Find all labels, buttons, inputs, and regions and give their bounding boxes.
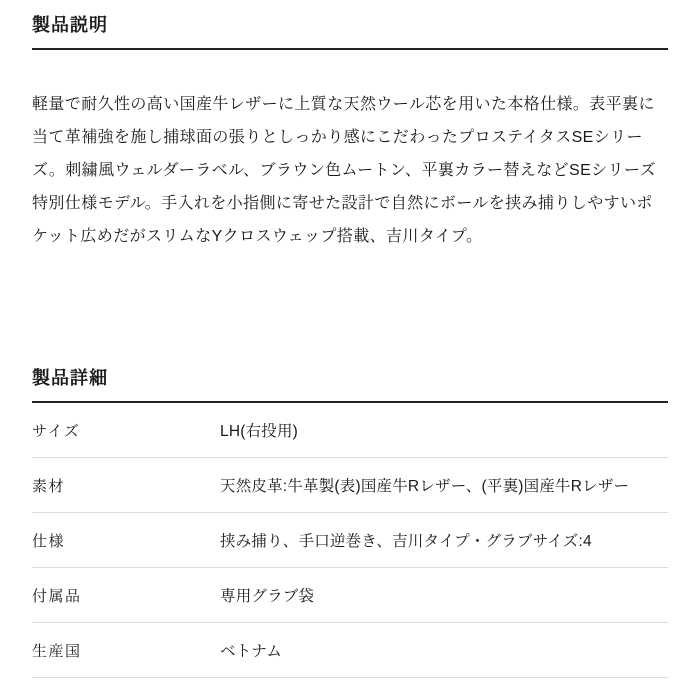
spec-label: 仕様 [32,532,66,550]
spec-row [32,568,668,623]
spec-row [32,403,668,458]
spec-label: サイズ [32,422,81,440]
product-description-section [32,12,668,253]
product-description-text: 軽量で耐久性の高い国産牛レザーに上質な天然ウール芯を用いた本格仕様。表平裏に当て革補強を施し捕球面の張りとしっかり感にこだわったプロステイタスSEシリーズ。刺繍風ウェルダーラベル、ブラウン色ムートン、平裏カラー替えなどSEシリーズ特別仕様モデル。手入れを小指側に寄せた設計で自然にボールを挟み捕りしやすいポケット広めだがスリムなYクロスウェップ搭載、吉川タイプ。 [32,96,656,245]
spec-value: 挟み捕り、手口逆巻き、吉川タイプ・グラブサイズ:4 [220,533,592,550]
spec-value: ベトナム [220,643,283,660]
spec-row [32,458,668,513]
spec-table [32,403,668,678]
spec-label: 素材 [32,477,66,495]
spec-value: LH(右投用) [220,423,299,440]
product-details-section [32,365,668,678]
spec-value: 天然皮革:牛革製(表)国産牛Rレザー、(平裏)国産牛Rレザー [220,478,630,495]
spec-row [32,513,668,568]
section-divider [32,48,668,50]
product-description-title: 製品説明 [32,15,108,35]
product-details-title: 製品詳細 [32,368,108,388]
spec-value: 専用グラブ袋 [220,588,315,605]
spec-label: 付属品 [32,587,82,605]
spec-row [32,623,668,678]
spec-label: 生産国 [32,642,82,660]
